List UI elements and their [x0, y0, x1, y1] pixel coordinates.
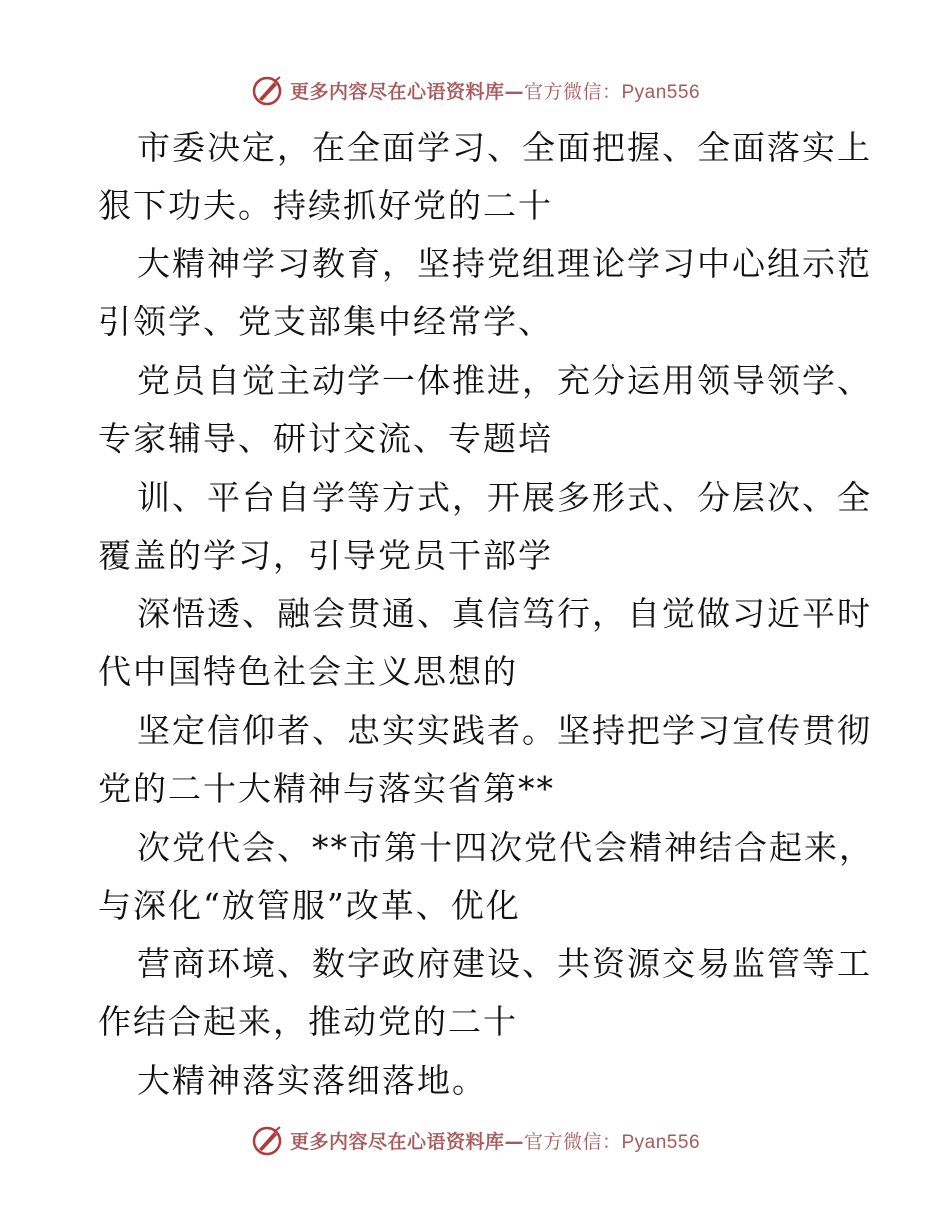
- quill-logo-icon: [250, 1123, 284, 1157]
- banner-handle: Pyan556: [621, 81, 701, 103]
- banner-site-name: 更多内容尽在心语资料库: [289, 1130, 505, 1153]
- paragraph-line: 训、平台自学等方式，开展多形式、分层次、全: [137, 478, 872, 517]
- paragraph-line: 代中国特色社会主义思想的: [98, 652, 518, 691]
- paragraph-line: 作结合起来，推动党的二十: [98, 1002, 518, 1041]
- paragraph-line: 党员自觉主动学一体推进，充分运用领导领学、: [137, 361, 872, 400]
- paragraph-line: 坚定信仰者、忠实实践者。坚持把学习宣传贯彻: [137, 711, 872, 750]
- banner-wechat-label: 官方微信：: [523, 80, 622, 103]
- quill-logo-icon: [250, 73, 284, 107]
- paragraph-line: 次党代会、**市第十四次党代会精神结合起来，: [137, 828, 874, 867]
- paragraph-line: 党的二十大精神与落实省第**: [98, 769, 555, 808]
- paragraph-line: 深悟透、融会贯通、真信笃行，自觉做习近平时: [137, 594, 872, 633]
- banner-text: [290, 1127, 700, 1154]
- paragraph-line: 狠下功夫。持续抓好党的二十: [98, 186, 553, 225]
- paragraph-line: 覆盖的学习，引导党员干部学: [98, 536, 553, 575]
- paragraph-line: 市委决定，在全面学习、全面把握、全面落实上: [137, 128, 872, 167]
- paragraph-line: 专家辅导、研讨交流、专题培: [98, 419, 553, 458]
- paragraph-line: 引领学、党支部集中经常学、: [98, 302, 553, 341]
- banner-site-name: 更多内容尽在心语资料库: [289, 80, 505, 103]
- banner-text: [290, 77, 700, 104]
- banner-wechat-label: 官方微信：: [523, 1130, 622, 1153]
- footer-banner: [0, 1120, 950, 1160]
- paragraph-line: 与深化“放管服”改革、优化: [98, 886, 521, 925]
- paragraph-line: 大精神落实落细落地。: [137, 1061, 487, 1100]
- paragraph-line: 大精神学习教育，坚持党组理论学习中心组示范: [137, 244, 872, 283]
- paragraph-line: 营商环境、数字政府建设、共资源交易监管等工: [137, 944, 872, 983]
- banner-handle: Pyan556: [621, 1131, 701, 1153]
- banner-dash: —: [504, 80, 524, 103]
- banner-dash: —: [504, 1130, 524, 1153]
- header-banner: [0, 70, 950, 110]
